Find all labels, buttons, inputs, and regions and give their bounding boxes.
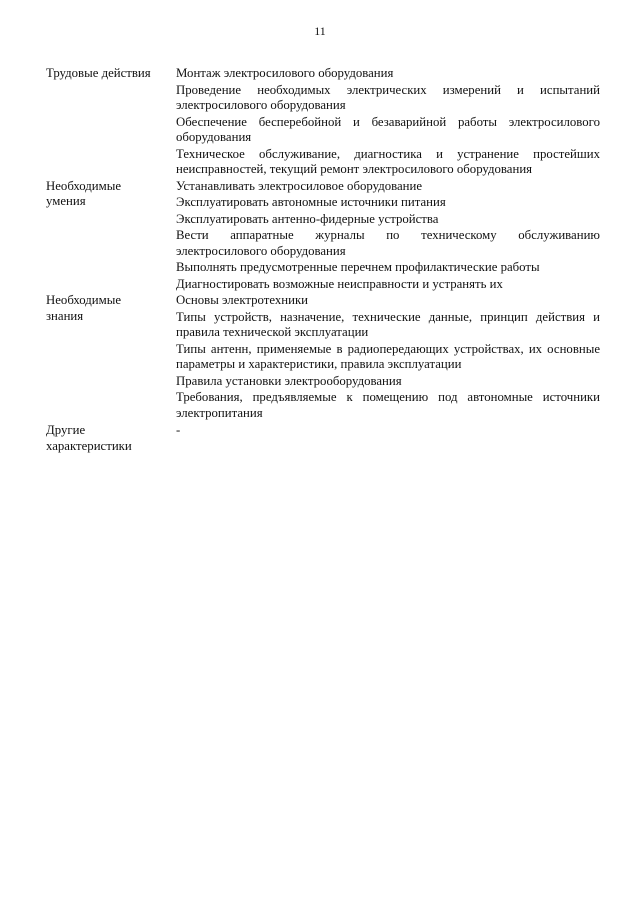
- list-item: Типы устройств, назначение, технические данные, принцип действия и правила технической эксплуатации: [176, 309, 600, 339]
- list-item: Обеспечение бесперебойной и безаварийной работы электросилового оборудования: [176, 114, 600, 144]
- section-items: [176, 423, 600, 454]
- section-items: [176, 293, 600, 421]
- list-item: Техническое обслуживание, диагностика и устранение простейших неисправностей, текущий ремонт электросилового оборудования: [176, 146, 600, 176]
- page-number: 11: [314, 24, 326, 38]
- list-item: -: [176, 423, 181, 437]
- qualification-table: [46, 66, 600, 454]
- list-item: Проведение необходимых электрических измерений и испытаний электросилового оборудования: [176, 82, 600, 112]
- section-required-skills: [46, 179, 600, 293]
- section-label: Необходимые умения: [46, 178, 122, 208]
- list-item: Устанавливать электросиловое оборудование: [176, 178, 423, 193]
- list-item: Правила установки электрооборудования: [176, 373, 402, 388]
- section-label: Необходимые знания: [46, 293, 122, 323]
- list-item: Выполнять предусмотренные перечнем профилактические работы: [176, 260, 540, 274]
- section-items: [176, 66, 600, 178]
- section-label: Другие характеристики: [46, 423, 132, 453]
- list-item: Эксплуатировать антенно-фидерные устройства: [176, 211, 439, 226]
- list-item: Основы электротехники: [176, 293, 309, 307]
- section-items: [176, 179, 600, 293]
- section-labor-actions: [46, 66, 600, 178]
- list-item: Типы антенн, применяемые в радиопередающих устройствах, их основные параметры и характеристики, правила эксплуатации: [176, 341, 600, 371]
- section-other-characteristics: [46, 423, 600, 454]
- section-label: Трудовые действия: [46, 66, 151, 80]
- list-item: Диагностировать возможные неисправности и устранять их: [176, 276, 503, 291]
- section-required-knowledge: [46, 293, 600, 421]
- list-item: Вести аппаратные журналы по техническому обслуживанию электросилового оборудования: [176, 228, 600, 258]
- list-item: Требования, предъявляемые к помещению под автономные источники электропитания: [176, 390, 600, 420]
- list-item: Монтаж электросилового оборудования: [176, 66, 394, 80]
- list-item: Эксплуатировать автономные источники питания: [176, 195, 446, 209]
